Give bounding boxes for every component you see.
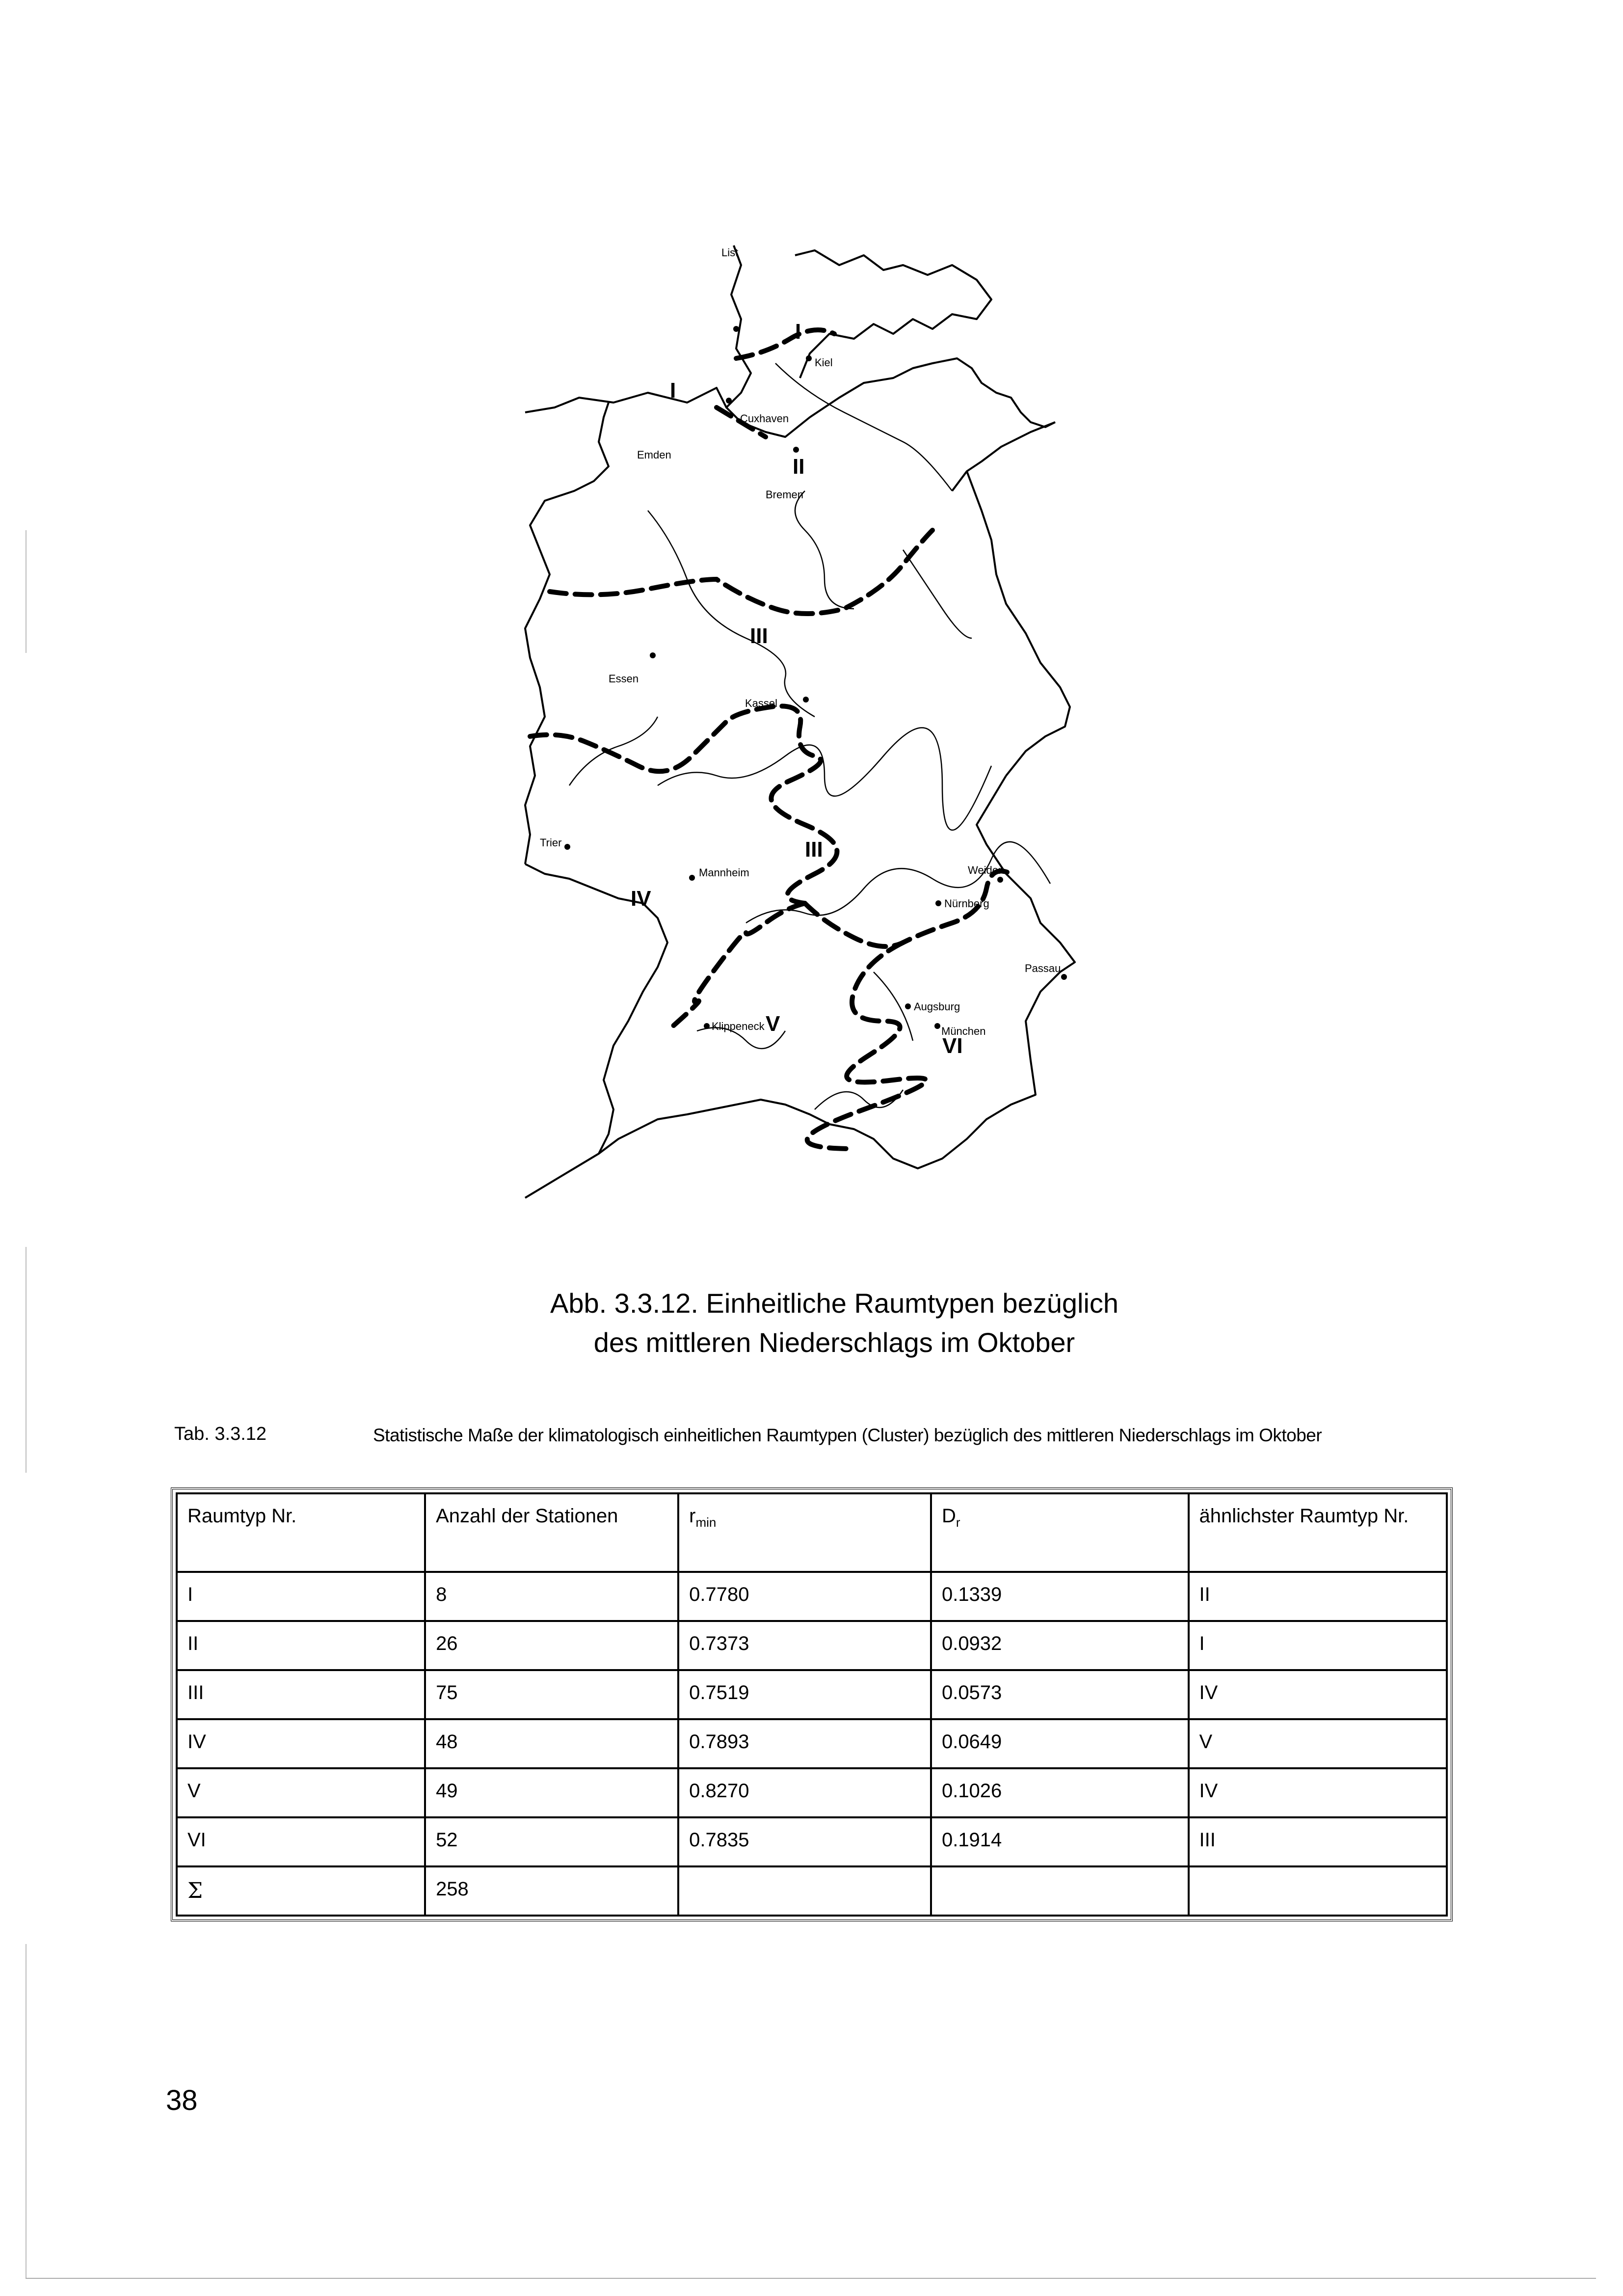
place-label: Nürnberg — [944, 897, 989, 910]
figure-caption-line: des mittleren Niederschlags im Oktober — [593, 1327, 1075, 1358]
rmin-subscript: min — [695, 1515, 717, 1530]
cell-raumtyp: III — [177, 1670, 425, 1719]
table-row — [177, 1621, 1447, 1670]
header-aehnlich: ähnlichster Raumtyp Nr. — [1189, 1493, 1447, 1572]
table-number: Tab. 3.3.12 — [174, 1424, 267, 1444]
map-svg — [510, 236, 1163, 1222]
cell-total-label: Σ — [177, 1866, 425, 1916]
header-dr — [931, 1493, 1189, 1572]
table-header-row — [177, 1493, 1447, 1572]
cell-aehnlich: II — [1189, 1572, 1447, 1621]
dr-subscript: r — [956, 1515, 960, 1530]
map-labels — [540, 246, 1061, 1058]
scan-margin-line — [26, 530, 27, 653]
rmin-symbol: r — [689, 1505, 696, 1527]
place-label: Bremen — [766, 488, 804, 501]
table-row — [177, 1719, 1447, 1768]
figure-caption — [491, 1284, 1178, 1362]
rivers — [569, 363, 1050, 1109]
table-row — [177, 1768, 1447, 1817]
cell-anzahl: 48 — [425, 1719, 678, 1768]
place-label: Weiden — [968, 864, 1005, 876]
region-label: VI — [942, 1034, 963, 1058]
cell-raumtyp: V — [177, 1768, 425, 1817]
cell-anzahl: 8 — [425, 1572, 678, 1621]
place-label: List — [721, 246, 739, 259]
cell-anzahl: 26 — [425, 1621, 678, 1670]
cell-raumtyp: VI — [177, 1817, 425, 1866]
cell-dr: 0.0932 — [931, 1621, 1189, 1670]
scan-margin-line — [26, 1247, 27, 1473]
region-label: III — [750, 624, 768, 648]
cell-empty — [931, 1866, 1189, 1916]
place-label: München — [941, 1025, 986, 1037]
header-anzahl: Anzahl der Stationen — [425, 1493, 678, 1572]
cell-rmin: 0.7373 — [678, 1621, 931, 1670]
header-rmin — [678, 1493, 931, 1572]
cell-dr: 0.1026 — [931, 1768, 1189, 1817]
region-label: III — [805, 837, 823, 862]
cell-dr: 0.0649 — [931, 1719, 1189, 1768]
place-label: Trier — [540, 837, 562, 849]
header-raumtyp: Raumtyp Nr. — [177, 1493, 425, 1572]
dr-symbol: D — [941, 1505, 956, 1527]
cell-total-anzahl: 258 — [425, 1866, 678, 1916]
cell-aehnlich: IV — [1189, 1768, 1447, 1817]
cell-anzahl: 75 — [425, 1670, 678, 1719]
table-row — [177, 1670, 1447, 1719]
cell-rmin: 0.8270 — [678, 1768, 931, 1817]
region-label: V — [766, 1012, 780, 1036]
place-label: Kassel — [745, 697, 778, 709]
cell-empty — [1189, 1866, 1447, 1916]
cell-aehnlich: III — [1189, 1817, 1447, 1866]
table-title: Statistische Maße der klimatologisch einheitlichen Raumtypen (Cluster) bezüglich des mittleren Niederschlags im Oktober — [373, 1425, 1322, 1445]
statistics-table-frame — [171, 1487, 1453, 1921]
region-label: I — [795, 320, 801, 344]
cell-dr: 0.1339 — [931, 1572, 1189, 1621]
place-label: Augsburg — [914, 1000, 960, 1013]
cell-dr: 0.1914 — [931, 1817, 1189, 1866]
table-total-row — [177, 1866, 1447, 1916]
page-number: 38 — [166, 2084, 198, 2116]
cell-aehnlich: V — [1189, 1719, 1447, 1768]
cell-rmin: 0.7780 — [678, 1572, 931, 1621]
place-label: Mannheim — [699, 866, 749, 879]
cell-dr: 0.0573 — [931, 1670, 1189, 1719]
table-row — [177, 1572, 1447, 1621]
cell-rmin: 0.7893 — [678, 1719, 931, 1768]
cell-anzahl: 49 — [425, 1768, 678, 1817]
scan-margin-line — [26, 1944, 27, 2278]
cell-raumtyp: II — [177, 1621, 425, 1670]
cell-raumtyp: I — [177, 1572, 425, 1621]
cell-anzahl: 52 — [425, 1817, 678, 1866]
cell-rmin: 0.7519 — [678, 1670, 931, 1719]
statistics-table — [176, 1492, 1448, 1917]
cell-aehnlich: IV — [1189, 1670, 1447, 1719]
place-label: Essen — [609, 673, 639, 685]
place-label: Klippeneck — [712, 1020, 765, 1032]
place-label: Kiel — [815, 356, 833, 369]
region-label: II — [793, 455, 805, 479]
place-label: Emden — [637, 449, 671, 461]
place-label: Passau — [1025, 962, 1061, 974]
cell-rmin: 0.7835 — [678, 1817, 931, 1866]
scan-bottom-line — [26, 2278, 1596, 2279]
cell-raumtyp: IV — [177, 1719, 425, 1768]
region-label: I — [670, 378, 676, 403]
region-label: IV — [631, 887, 651, 911]
station-dots — [564, 326, 1067, 1029]
figure-caption-line: Abb. 3.3.12. Einheitliche Raumtypen bezüglich — [550, 1288, 1119, 1319]
cell-empty — [678, 1866, 931, 1916]
germany-region-map — [510, 236, 1163, 1222]
cell-aehnlich: I — [1189, 1621, 1447, 1670]
table-row — [177, 1817, 1447, 1866]
place-label: Cuxhaven — [740, 412, 789, 425]
